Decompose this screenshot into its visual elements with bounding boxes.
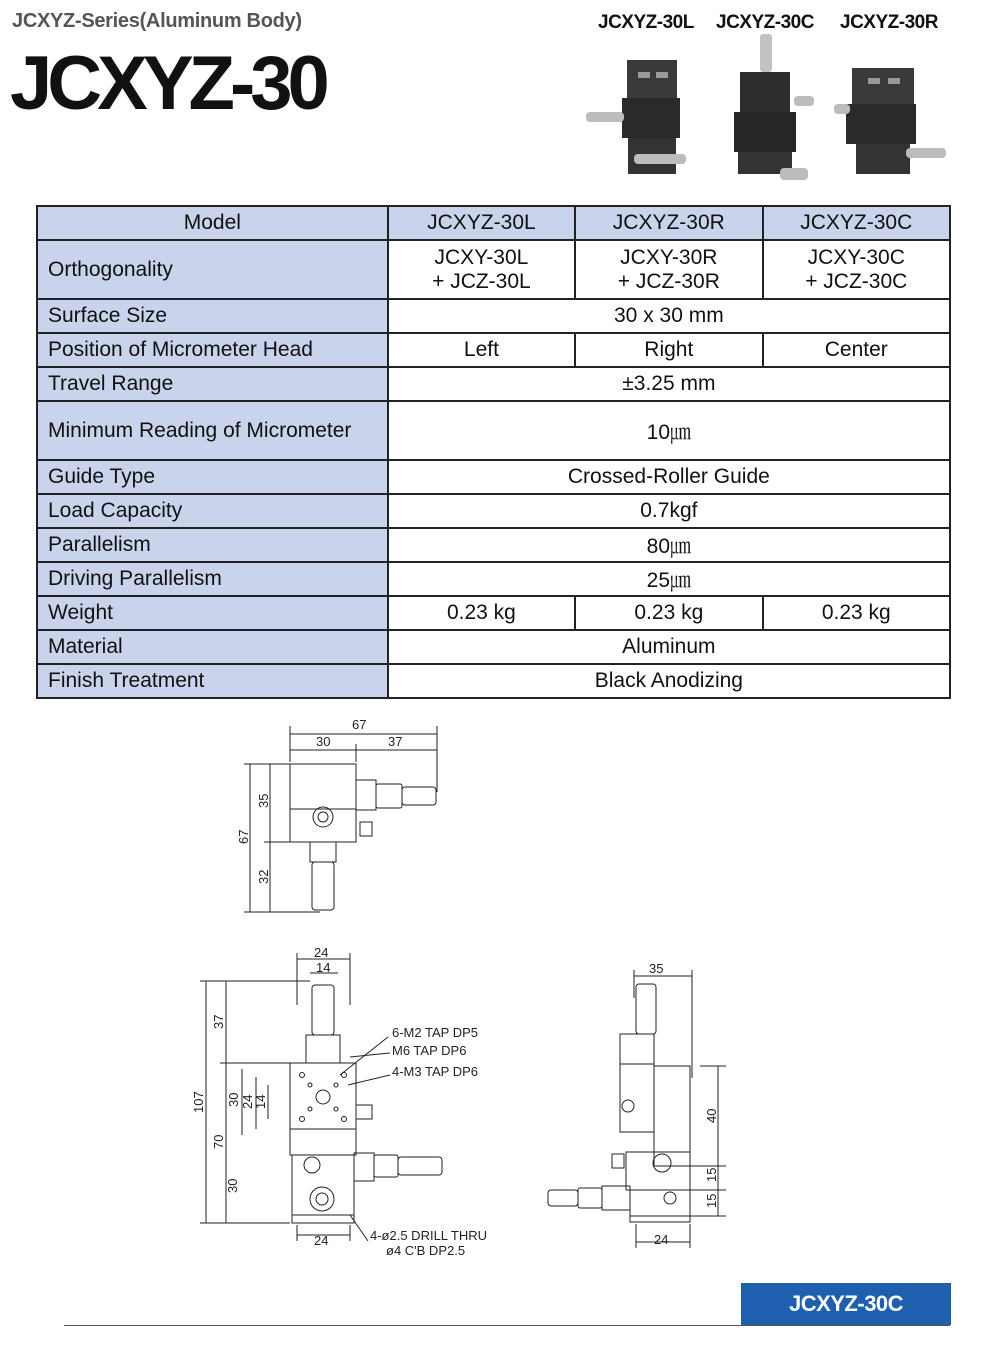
orthogonality-30r [575,240,762,299]
dim-inner-width: 14 [316,960,331,975]
orthogonality-30c-line1: JCXY-30C [807,245,905,269]
dim-side-top-width: 35 [649,961,664,976]
note-drill-thru: 4-ø2.5 DRILL THRU [370,1228,488,1243]
dim-side-bottom-width: 24 [654,1232,669,1247]
spec-table [36,205,951,699]
dim-side-h-mid: 15 [704,1167,719,1182]
table-row-micrometer-position [37,333,950,367]
dim-overall-width: 67 [352,717,367,732]
load-capacity-value: 0.7kgf [388,494,950,528]
guide-type-value: Crossed-Roller Guide [388,460,950,494]
micrometer-position-30c: Center [763,333,950,367]
weight-30r: 0.23 kg [575,596,762,630]
note-counterbore: ø4 C'B DP2.5 [386,1243,466,1258]
orthogonality-30c [763,240,950,299]
note-m6-tap: M6 TAP DP6 [392,1043,467,1058]
travel-range-label: Travel Range [37,367,388,401]
orthogonality-30r-line2: + JCZ-30R [617,269,720,293]
table-row-travel-range [37,367,950,401]
table-row-load-capacity [37,494,950,528]
micrometer-position-30l: Left [388,333,575,367]
parallelism-value: 80㎛ [388,528,950,562]
model-label-30l: JCXYZ-30L [598,12,694,33]
parallelism-label: Parallelism [37,528,388,562]
dim-pitch-outer: 30 [226,1092,241,1107]
dim-h-top: 35 [256,793,271,808]
table-row-surface-size [37,299,950,333]
weight-label: Weight [37,596,388,630]
page-title: JCXYZ-30 [10,41,325,126]
table-row-guide-type [37,460,950,494]
min-reading-label: Minimum Reading of Micrometer [37,401,388,460]
weight-30c: 0.23 kg [763,596,950,630]
series-label: JCXYZ-Series(Aluminum Body) [12,10,302,32]
orthogonality-30c-line2: + JCZ-30C [805,269,908,293]
driving-parallelism-value: 25㎛ [388,562,950,596]
dim-total-height: 107 [191,1091,206,1113]
note-4-m3-tap: 4-M3 TAP DP6 [392,1064,478,1079]
dim-pitch-mid: 24 [240,1094,255,1109]
model-label-30r: JCXYZ-30R [840,12,938,33]
driving-parallelism-label: Driving Parallelism [37,562,388,596]
dim-h-bottom: 32 [256,869,271,884]
finish-value: Black Anodizing [388,664,950,698]
dim-h-top-front: 37 [211,1014,226,1029]
table-row-finish [37,664,950,698]
table-row-parallelism [37,528,950,562]
surface-size-label: Surface Size [37,299,388,333]
dim-h-bottom-front: 30 [225,1178,240,1193]
surface-size-value: 30 x 30 mm [388,299,950,333]
dim-overall-height: 67 [236,829,251,844]
finish-label: Finish Treatment [37,664,388,698]
table-row-material [37,630,950,664]
dim-top-width: 24 [314,945,329,960]
product-photo-30r [832,60,952,190]
dim-side-h-top: 40 [704,1108,719,1123]
orthogonality-label: Orthogonality [37,240,388,299]
model-col-30c: JCXYZ-30C [763,206,950,240]
model-header: Model [37,206,388,240]
orthogonality-30l-line1: JCXY-30L [434,245,529,269]
table-row-driving-parallelism [37,562,950,596]
weight-30l: 0.23 kg [388,596,575,630]
model-col-30l: JCXYZ-30L [388,206,575,240]
dim-h-mid-front: 70 [211,1134,226,1149]
dim-w-left: 30 [316,734,331,749]
table-row-orthogonality [37,240,950,299]
table-row-min-reading [37,401,950,460]
top-view-drawing [230,712,460,922]
dim-bottom-width: 24 [314,1233,329,1248]
table-row-model [37,206,950,240]
dim-pitch-inner: 14 [253,1094,268,1109]
model-col-30r: JCXYZ-30R [575,206,762,240]
footer-model-badge: JCXYZ-30C [741,1283,951,1325]
guide-type-label: Guide Type [37,460,388,494]
side-view-drawing [540,958,740,1258]
product-photo-30l [582,50,700,190]
dim-side-h-bottom: 15 [704,1193,719,1208]
dim-w-right: 37 [388,734,403,749]
material-label: Material [37,630,388,664]
footer-divider [64,1325,950,1326]
micrometer-position-30r: Right [575,333,762,367]
material-value: Aluminum [388,630,950,664]
load-capacity-label: Load Capacity [37,494,388,528]
note-6-m2-tap: 6-M2 TAP DP5 [392,1025,478,1040]
product-photo-30c [718,30,818,195]
orthogonality-30r-line1: JCXY-30R [620,245,718,269]
front-view-drawing [190,945,530,1265]
model-label-30c: JCXYZ-30C [716,12,814,33]
table-row-weight [37,596,950,630]
micrometer-position-label: Position of Micrometer Head [37,333,388,367]
min-reading-value: 10㎛ [388,401,950,460]
travel-range-value: ±3.25 mm [388,367,950,401]
orthogonality-30l-line2: + JCZ-30L [432,269,531,293]
orthogonality-30l [388,240,575,299]
